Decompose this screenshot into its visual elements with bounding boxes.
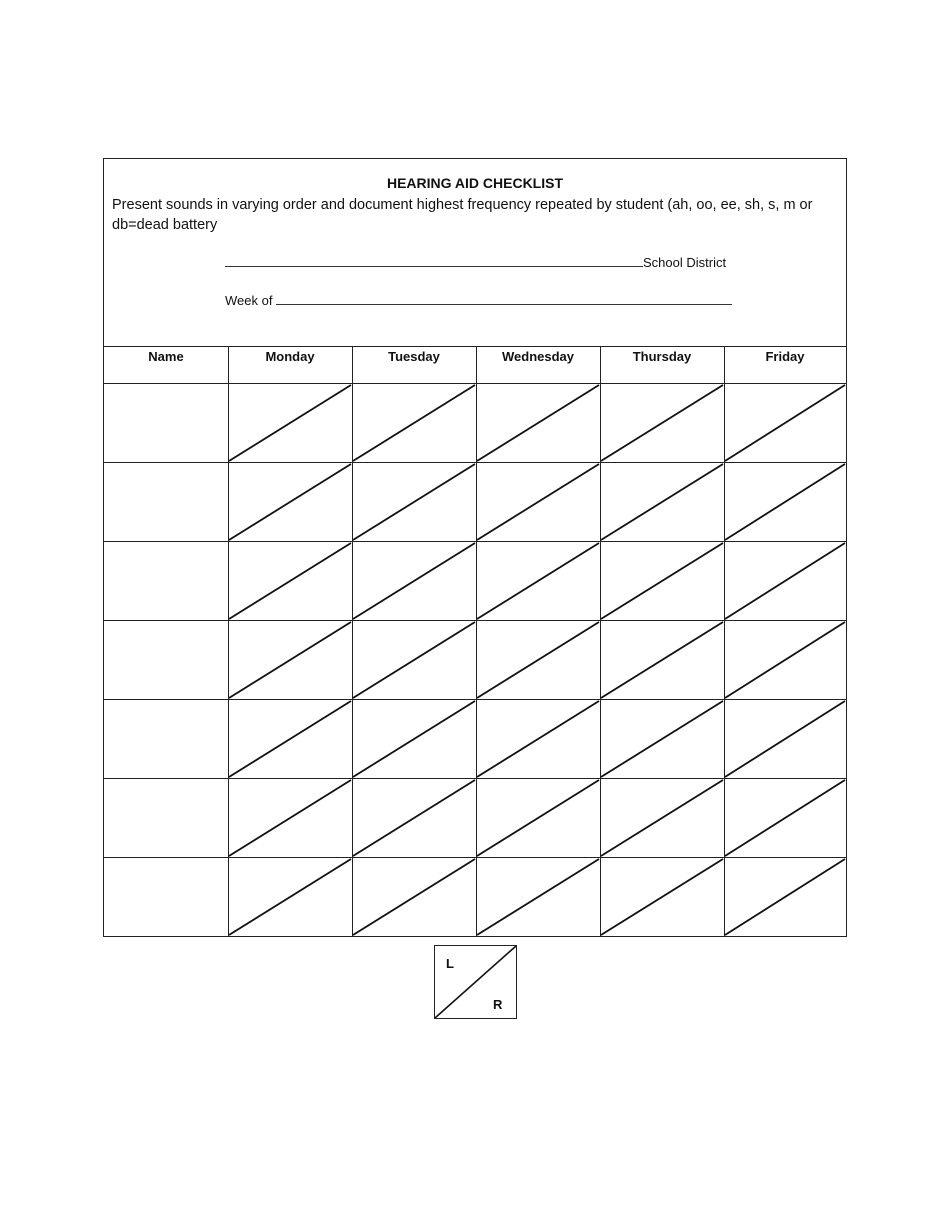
- tuesday-cell-row-2[interactable]: [352, 462, 476, 541]
- tuesday-cell-row-7[interactable]: [352, 857, 476, 936]
- tuesday-cell-row-3[interactable]: [352, 541, 476, 620]
- name-cell-row-1[interactable]: [104, 383, 228, 462]
- friday-cell-row-2[interactable]: [724, 462, 846, 541]
- wednesday-cell-row-2[interactable]: [476, 462, 600, 541]
- wednesday-cell-row-5[interactable]: [476, 699, 600, 778]
- monday-cell-row-2[interactable]: [228, 462, 352, 541]
- form-instructions: Present sounds in varying order and document highest frequency repeated by student (ah, oo, ee, sh, s, m or db=dead battery: [112, 197, 813, 233]
- column-header-wednesday: Wednesday: [501, 349, 574, 364]
- thursday-cell-row-5[interactable]: [600, 699, 724, 778]
- monday-cell-row-1[interactable]: [228, 383, 352, 462]
- monday-cell-row-3[interactable]: [228, 541, 352, 620]
- tuesday-cell-row-5[interactable]: [352, 699, 476, 778]
- name-cell-row-5[interactable]: [104, 699, 228, 778]
- legend-right-label: R: [493, 997, 503, 1012]
- form-title: HEARING AID CHECKLIST: [386, 175, 564, 191]
- name-cell-row-4[interactable]: [104, 620, 228, 699]
- checklist-form: [103, 158, 847, 937]
- column-header-tuesday: Tuesday: [388, 349, 440, 364]
- column-header-thursday: Thursday: [632, 349, 692, 364]
- name-cell-row-6[interactable]: [104, 778, 228, 857]
- monday-cell-row-5[interactable]: [228, 699, 352, 778]
- friday-cell-row-5[interactable]: [724, 699, 846, 778]
- friday-cell-row-4[interactable]: [724, 620, 846, 699]
- wednesday-cell-row-6[interactable]: [476, 778, 600, 857]
- column-header-monday: Monday: [265, 349, 315, 364]
- thursday-cell-row-1[interactable]: [600, 383, 724, 462]
- friday-cell-row-6[interactable]: [724, 778, 846, 857]
- week-of-label: Week of: [225, 293, 273, 308]
- column-header-name: Name: [148, 349, 184, 364]
- week-of-blank-field[interactable]: [276, 293, 732, 305]
- tuesday-cell-row-4[interactable]: [352, 620, 476, 699]
- monday-cell-row-4[interactable]: [228, 620, 352, 699]
- name-cell-row-2[interactable]: [104, 462, 228, 541]
- legend-left-label: L: [446, 956, 454, 971]
- school-district-label: School District: [643, 255, 727, 270]
- school-district-blank-field[interactable]: [225, 255, 643, 267]
- thursday-cell-row-2[interactable]: [600, 462, 724, 541]
- thursday-cell-row-7[interactable]: [600, 857, 724, 936]
- form-header: [104, 159, 846, 347]
- name-cell-row-3[interactable]: [104, 541, 228, 620]
- friday-cell-row-3[interactable]: [724, 541, 846, 620]
- school-district-row: [225, 255, 726, 270]
- thursday-cell-row-3[interactable]: [600, 541, 724, 620]
- friday-cell-row-1[interactable]: [724, 383, 846, 462]
- friday-cell-row-7[interactable]: [724, 857, 846, 936]
- tuesday-cell-row-6[interactable]: [352, 778, 476, 857]
- column-header-friday: Friday: [765, 349, 805, 364]
- name-cell-row-7[interactable]: [104, 857, 228, 936]
- wednesday-cell-row-4[interactable]: [476, 620, 600, 699]
- thursday-cell-row-6[interactable]: [600, 778, 724, 857]
- left-right-legend: [434, 945, 517, 1019]
- wednesday-cell-row-1[interactable]: [476, 383, 600, 462]
- week-of-row: [225, 293, 732, 308]
- tuesday-cell-row-1[interactable]: [352, 383, 476, 462]
- wednesday-cell-row-3[interactable]: [476, 541, 600, 620]
- monday-cell-row-7[interactable]: [228, 857, 352, 936]
- checklist-table: [104, 346, 846, 936]
- monday-cell-row-6[interactable]: [228, 778, 352, 857]
- thursday-cell-row-4[interactable]: [600, 620, 724, 699]
- wednesday-cell-row-7[interactable]: [476, 857, 600, 936]
